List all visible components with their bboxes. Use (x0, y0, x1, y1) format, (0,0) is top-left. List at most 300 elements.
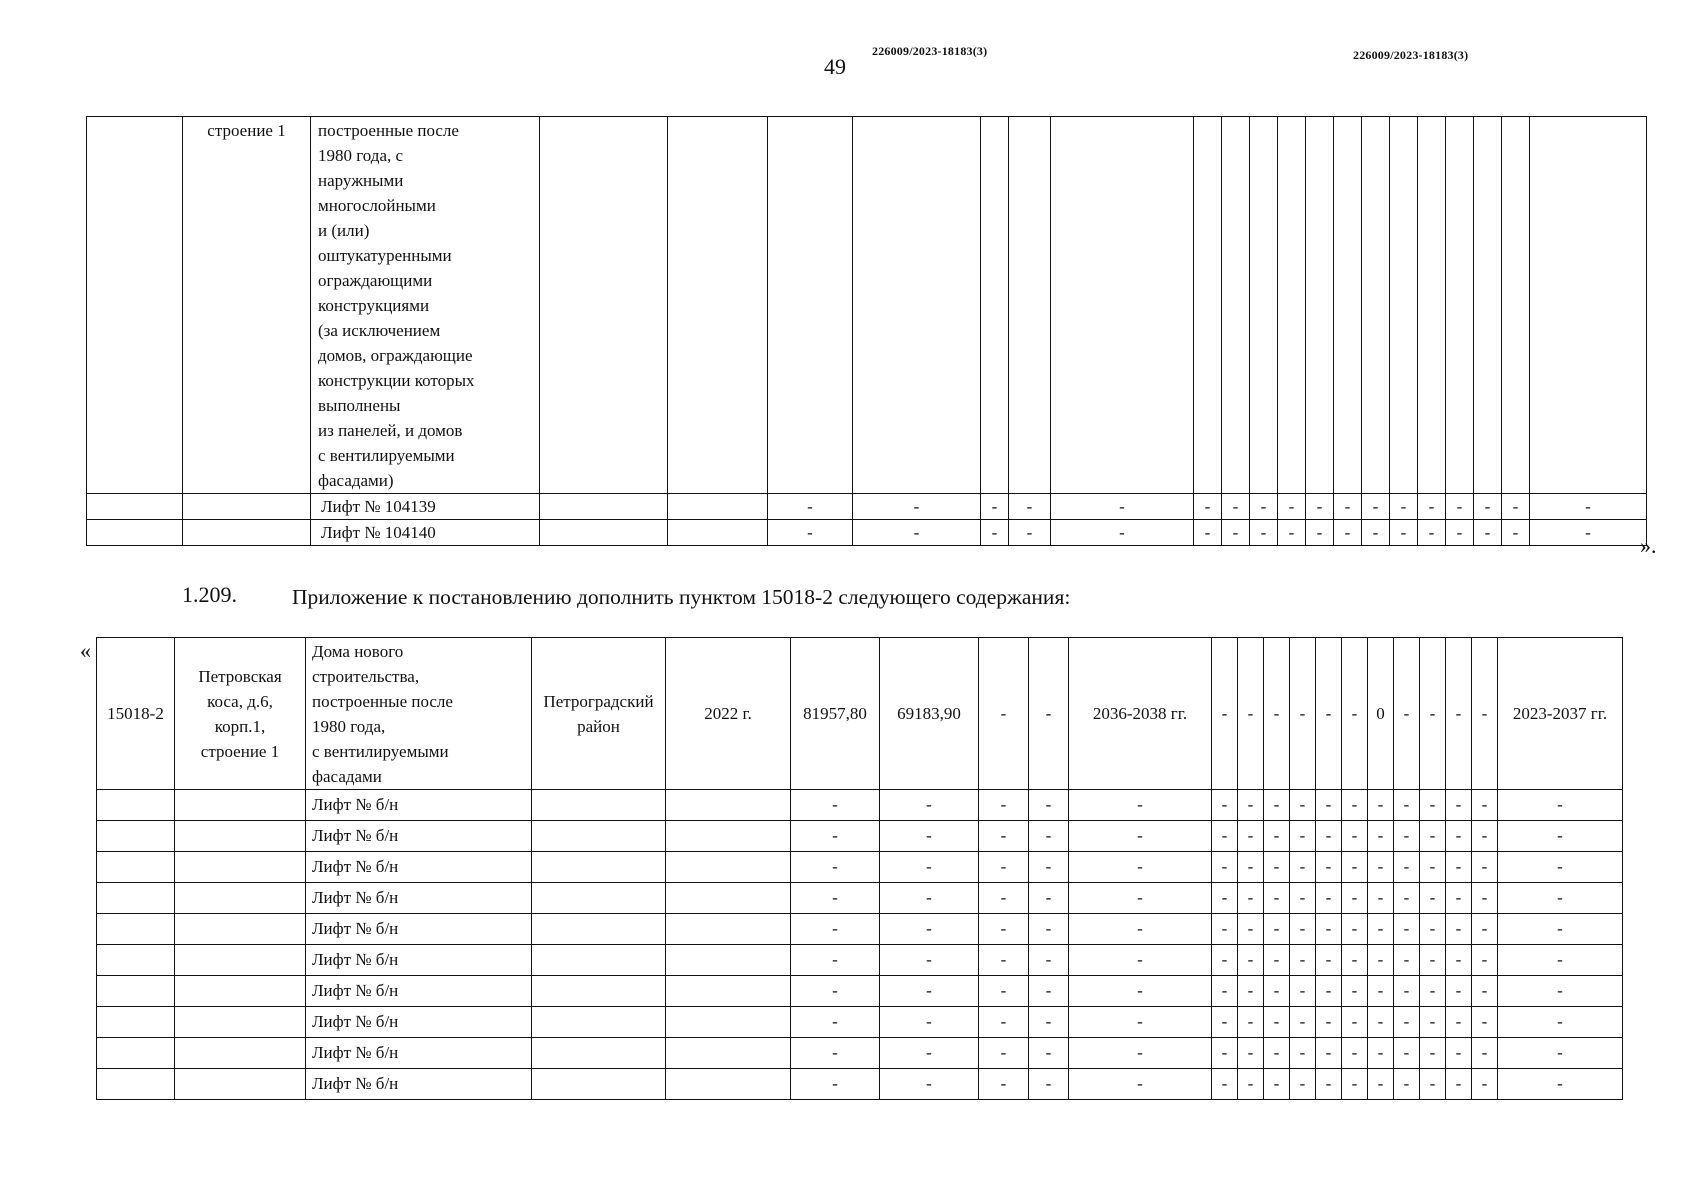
cell-dash: - (1290, 914, 1316, 945)
cell-dash: - (1238, 790, 1264, 821)
cell-dash: - (979, 852, 1029, 883)
table-row (97, 1069, 1623, 1100)
cell-dash: - (1498, 914, 1623, 945)
cell-empty (666, 852, 791, 883)
cell-dash: - (1368, 790, 1394, 821)
cell-dash: - (791, 914, 880, 945)
cell-empty (97, 1038, 175, 1069)
table-row (87, 520, 1647, 546)
cell-dash: - (1472, 1069, 1498, 1100)
cell-dash: - (1502, 494, 1530, 520)
cell-dash: - (1316, 976, 1342, 1007)
cell-dash: - (1290, 1038, 1316, 1069)
cell-dash: - (1212, 1007, 1238, 1038)
cell-dash: - (1238, 1038, 1264, 1069)
table-row (97, 821, 1623, 852)
cell-dash: - (880, 883, 979, 914)
cell-dash: - (1446, 883, 1472, 914)
cell-dash: - (1194, 520, 1222, 546)
cell-dash: - (1502, 520, 1530, 546)
cell-dash: - (1029, 1038, 1069, 1069)
cell-lift-name: Лифт № б/н (306, 790, 532, 821)
cell-dash: - (768, 520, 853, 546)
cell-dash: - (1420, 883, 1446, 914)
cell-dash: - (1368, 883, 1394, 914)
cell-dash: - (1472, 976, 1498, 1007)
cell-empty (981, 117, 1009, 494)
cell-dash: - (1474, 520, 1502, 546)
cell-dash: - (1368, 852, 1394, 883)
closing-quote: ». (1640, 533, 1657, 558)
doc-code-right: 226009/2023-18183(3) (1353, 48, 1469, 62)
cell-dash: - (1394, 821, 1420, 852)
cell-empty (87, 494, 183, 520)
cell-dash: - (1069, 1038, 1212, 1069)
cell-dash: - (1316, 883, 1342, 914)
cell-dash: - (1009, 494, 1051, 520)
cell-dash: - (880, 1038, 979, 1069)
table-row (97, 914, 1623, 945)
cell-dash: - (1394, 883, 1420, 914)
cell-dash: - (1420, 1069, 1446, 1100)
paragraph-number: 1.209. (182, 582, 237, 607)
cell-empty (97, 883, 175, 914)
cell-empty (1009, 117, 1051, 494)
cell-empty (666, 914, 791, 945)
cell-dash: - (1394, 1007, 1420, 1038)
cell-col8: - (979, 638, 1029, 790)
new-item-table (96, 637, 1623, 1100)
cell-dash: - (1264, 883, 1290, 914)
cell-dash: - (1264, 821, 1290, 852)
cell-dash: - (1394, 976, 1420, 1007)
table-row (97, 1038, 1623, 1069)
cell-empty (532, 883, 666, 914)
cell-small-9: - (1420, 638, 1446, 790)
cell-empty (853, 117, 981, 494)
cell-dash: - (1069, 883, 1212, 914)
cell-empty (87, 520, 183, 546)
cell-dash: - (1530, 494, 1647, 520)
cell-dash: - (1498, 1038, 1623, 1069)
cell-dash: - (1029, 883, 1069, 914)
cell-dash: - (1069, 1007, 1212, 1038)
table-row-main (97, 638, 1623, 790)
cell-empty (97, 852, 175, 883)
cell-empty (1334, 117, 1362, 494)
continuation-table (86, 116, 1647, 546)
cell-dash: - (1334, 520, 1362, 546)
cell-lift-name: Лифт № б/н (306, 1038, 532, 1069)
cell-dash: - (1474, 494, 1502, 520)
cell-dash: - (1212, 945, 1238, 976)
cell-dash: - (1446, 852, 1472, 883)
cell-dash: - (1264, 1038, 1290, 1069)
cell-dash: - (1342, 1038, 1368, 1069)
cell-dash: - (1390, 520, 1418, 546)
cell-empty (175, 1069, 306, 1100)
cell-empty (532, 852, 666, 883)
cell-dash: - (1446, 914, 1472, 945)
cell-dash: - (1446, 976, 1472, 1007)
cell-dash: - (981, 494, 1009, 520)
cell-dash: - (791, 821, 880, 852)
cell-dash: - (1342, 852, 1368, 883)
cell-dash: - (1342, 914, 1368, 945)
cell-dash: - (1222, 520, 1250, 546)
cell-dash: - (880, 790, 979, 821)
cell-dash: - (1212, 852, 1238, 883)
table-row-top (87, 117, 1647, 494)
cell-empty (540, 494, 668, 520)
cell-dash: - (1472, 1038, 1498, 1069)
cell-address: Петровская коса, д.6, корп.1, строение 1 (175, 638, 306, 790)
cell-dash: - (1238, 821, 1264, 852)
cell-small-8: - (1394, 638, 1420, 790)
cell-dash: - (1446, 1007, 1472, 1038)
cell-empty (1051, 117, 1194, 494)
cell-dash: - (1212, 821, 1238, 852)
cell-empty (175, 883, 306, 914)
cell-dash: - (1316, 1007, 1342, 1038)
table-row (97, 976, 1623, 1007)
cell-description: построенные после 1980 года, с наружными многослойными и (или) оштукатуренными ограждающими конструкциями (за исключением домов, ограждающие конструкции которых выполнены из панелей, и домов с вентилируемыми фасадами) (311, 117, 540, 494)
cell-dash: - (1290, 1069, 1316, 1100)
cell-dash: - (880, 821, 979, 852)
cell-dash: - (1069, 821, 1212, 852)
cell-dash: - (853, 494, 981, 520)
cell-dash: - (1362, 520, 1390, 546)
cell-empty (97, 945, 175, 976)
cell-dash: - (1394, 1038, 1420, 1069)
cell-empty (532, 976, 666, 1007)
cell-dash: - (1498, 821, 1623, 852)
cell-dash: - (1290, 790, 1316, 821)
cell-dash: - (1472, 852, 1498, 883)
cell-dash: - (880, 914, 979, 945)
cell-dash: - (1238, 976, 1264, 1007)
cell-empty (1306, 117, 1334, 494)
cell-year: 2022 г. (666, 638, 791, 790)
cell-dash: - (1264, 945, 1290, 976)
cell-lift-name: Лифт № б/н (306, 1007, 532, 1038)
cell-dash: - (1472, 1007, 1498, 1038)
cell-dash: - (1342, 976, 1368, 1007)
cell-dash: - (1446, 494, 1474, 520)
cell-dash: - (1238, 945, 1264, 976)
cell-dash: - (1316, 821, 1342, 852)
cell-dash: - (880, 1069, 979, 1100)
cell-dash: - (1029, 790, 1069, 821)
cell-empty (175, 852, 306, 883)
cell-dash: - (1069, 852, 1212, 883)
cell-empty (1446, 117, 1474, 494)
cell-dash: - (880, 1007, 979, 1038)
cell-dash: - (1316, 790, 1342, 821)
cell-dash: - (1238, 914, 1264, 945)
cell-empty (666, 821, 791, 852)
cell-dash: - (979, 821, 1029, 852)
cell-dash: - (791, 1069, 880, 1100)
cell-address: строение 1 (183, 117, 311, 494)
cell-dash: - (1264, 976, 1290, 1007)
cell-empty (768, 117, 853, 494)
cell-dash: - (1290, 852, 1316, 883)
cell-dash: - (979, 976, 1029, 1007)
cell-dash: - (1420, 790, 1446, 821)
cell-dash: - (1446, 1069, 1472, 1100)
cell-dash: - (1194, 494, 1222, 520)
cell-empty (175, 821, 306, 852)
cell-dash: - (880, 945, 979, 976)
cell-empty (666, 976, 791, 1007)
cell-dash: - (1029, 945, 1069, 976)
cell-dash: - (768, 494, 853, 520)
cell-dash: - (791, 1007, 880, 1038)
cell-item-no (87, 117, 183, 494)
cell-dash: - (1069, 914, 1212, 945)
cell-empty (540, 117, 668, 494)
cell-dash: - (791, 976, 880, 1007)
cell-dash: - (880, 976, 979, 1007)
cell-empty (666, 1038, 791, 1069)
cell-empty (1418, 117, 1446, 494)
cell-empty (668, 520, 768, 546)
cell-small-11: - (1472, 638, 1498, 790)
cell-dash: - (1446, 790, 1472, 821)
cell-dash: - (1368, 945, 1394, 976)
cell-repair-period: 2036-2038 гг. (1069, 638, 1212, 790)
cell-dash: - (979, 1069, 1029, 1100)
cell-dash: - (1472, 821, 1498, 852)
cell-empty (183, 494, 311, 520)
cell-dash: - (1368, 1069, 1394, 1100)
cell-dash: - (981, 520, 1009, 546)
cell-dash: - (1238, 1069, 1264, 1100)
cell-dash: - (1342, 790, 1368, 821)
cell-dash: - (979, 1007, 1029, 1038)
cell-dash: - (1342, 883, 1368, 914)
cell-dash: - (1394, 1069, 1420, 1100)
cell-dash: - (1278, 520, 1306, 546)
table-row (87, 494, 1647, 520)
cell-small-1: - (1212, 638, 1238, 790)
cell-dash: - (791, 883, 880, 914)
cell-empty (175, 1007, 306, 1038)
cell-dash: - (1420, 914, 1446, 945)
page-number: 49 (824, 54, 846, 79)
cell-dash: - (1446, 945, 1472, 976)
cell-small-7: 0 (1368, 638, 1394, 790)
cell-empty (666, 945, 791, 976)
cell-dash: - (1418, 494, 1446, 520)
cell-dash: - (1029, 1007, 1069, 1038)
cell-dash: - (1498, 852, 1623, 883)
cell-dash: - (1342, 1069, 1368, 1100)
cell-dash: - (1316, 945, 1342, 976)
cell-dash: - (1238, 852, 1264, 883)
cell-dash: - (1290, 883, 1316, 914)
cell-dash: - (1069, 1069, 1212, 1100)
cell-total-area: 81957,80 (791, 638, 880, 790)
cell-empty (175, 1038, 306, 1069)
cell-dash: - (1368, 1007, 1394, 1038)
cell-small-6: - (1342, 638, 1368, 790)
cell-dash: - (1472, 790, 1498, 821)
cell-empty (97, 976, 175, 1007)
cell-dash: - (1498, 976, 1623, 1007)
cell-dash: - (1420, 945, 1446, 976)
cell-empty (532, 790, 666, 821)
cell-dash: - (1222, 494, 1250, 520)
cell-empty (668, 494, 768, 520)
cell-dash: - (1069, 790, 1212, 821)
table-row (97, 852, 1623, 883)
cell-dash: - (1342, 1007, 1368, 1038)
cell-dash: - (791, 945, 880, 976)
cell-dash: - (1316, 1069, 1342, 1100)
cell-empty (183, 520, 311, 546)
cell-dash: - (1212, 976, 1238, 1007)
cell-dash: - (853, 520, 981, 546)
cell-dash: - (1264, 790, 1290, 821)
cell-empty (1362, 117, 1390, 494)
cell-empty (175, 790, 306, 821)
cell-small-2: - (1238, 638, 1264, 790)
cell-dash: - (1029, 852, 1069, 883)
cell-dash: - (1290, 976, 1316, 1007)
cell-dash: - (1420, 976, 1446, 1007)
cell-dash: - (979, 883, 1029, 914)
cell-small-3: - (1264, 638, 1290, 790)
cell-empty (540, 520, 668, 546)
cell-dash: - (1290, 1007, 1316, 1038)
cell-dash: - (1498, 1069, 1623, 1100)
cell-dash: - (979, 790, 1029, 821)
cell-dash: - (979, 914, 1029, 945)
cell-dash: - (1264, 1007, 1290, 1038)
cell-dash: - (791, 1038, 880, 1069)
cell-dash: - (1250, 520, 1278, 546)
cell-empty (666, 790, 791, 821)
cell-empty (1390, 117, 1418, 494)
cell-dash: - (1029, 1069, 1069, 1100)
cell-dash: - (1250, 494, 1278, 520)
cell-dash: - (1394, 852, 1420, 883)
paragraph-text: Приложение к постановлению дополнить пунктом 15018-2 следующего содержания: (292, 585, 1071, 609)
cell-empty (666, 883, 791, 914)
cell-living-area: 69183,90 (880, 638, 979, 790)
cell-dash: - (1368, 1038, 1394, 1069)
cell-dash: - (1316, 852, 1342, 883)
cell-empty (1502, 117, 1530, 494)
cell-empty (1250, 117, 1278, 494)
cell-empty (532, 1038, 666, 1069)
cell-empty (1278, 117, 1306, 494)
cell-dash: - (1264, 914, 1290, 945)
cell-dash: - (1342, 821, 1368, 852)
cell-empty (666, 1007, 791, 1038)
cell-dash: - (1362, 494, 1390, 520)
cell-empty (1222, 117, 1250, 494)
cell-item-no: 15018-2 (97, 638, 175, 790)
cell-lift-name: Лифт № 104140 (311, 520, 540, 546)
cell-dash: - (1212, 914, 1238, 945)
cell-dash: - (1390, 494, 1418, 520)
cell-empty (532, 821, 666, 852)
cell-empty (97, 790, 175, 821)
cell-dash: - (1418, 520, 1446, 546)
cell-dash: - (1342, 945, 1368, 976)
cell-dash: - (1334, 494, 1362, 520)
cell-lift-name: Лифт № б/н (306, 1069, 532, 1100)
cell-dash: - (1238, 883, 1264, 914)
cell-empty (97, 1069, 175, 1100)
cell-dash: - (791, 852, 880, 883)
cell-empty (532, 914, 666, 945)
cell-lift-name: Лифт № б/н (306, 821, 532, 852)
cell-empty (532, 945, 666, 976)
cell-dash: - (1069, 945, 1212, 976)
cell-dash: - (1368, 914, 1394, 945)
cell-dash: - (1212, 1038, 1238, 1069)
cell-dash: - (1290, 821, 1316, 852)
cell-dash: - (1368, 821, 1394, 852)
cell-empty (668, 117, 768, 494)
cell-empty (175, 945, 306, 976)
cell-empty (532, 1007, 666, 1038)
cell-col9: - (1029, 638, 1069, 790)
cell-empty (175, 976, 306, 1007)
cell-lift-name: Лифт № 104139 (311, 494, 540, 520)
opening-quote: « (80, 638, 91, 663)
cell-dash: - (1420, 1038, 1446, 1069)
cell-dash: - (1212, 883, 1238, 914)
cell-dash: - (1069, 976, 1212, 1007)
cell-lift-name: Лифт № б/н (306, 883, 532, 914)
cell-dash: - (1051, 494, 1194, 520)
cell-dash: - (1530, 520, 1647, 546)
cell-last-period: 2023-2037 гг. (1498, 638, 1623, 790)
cell-dash: - (1029, 821, 1069, 852)
cell-dash: - (1212, 1069, 1238, 1100)
cell-empty (1474, 117, 1502, 494)
cell-small-10: - (1446, 638, 1472, 790)
cell-lift-name: Лифт № б/н (306, 976, 532, 1007)
cell-dash: - (979, 1038, 1029, 1069)
table-row (97, 1007, 1623, 1038)
cell-district: Петроградский район (532, 638, 666, 790)
table-row (97, 883, 1623, 914)
cell-empty (97, 821, 175, 852)
cell-dash: - (1316, 914, 1342, 945)
cell-dash: - (1264, 852, 1290, 883)
cell-dash: - (1446, 821, 1472, 852)
cell-small-5: - (1316, 638, 1342, 790)
cell-dash: - (1051, 520, 1194, 546)
cell-dash: - (979, 945, 1029, 976)
cell-dash: - (1446, 1038, 1472, 1069)
cell-dash: - (1306, 494, 1334, 520)
cell-dash: - (1009, 520, 1051, 546)
table-row (97, 790, 1623, 821)
cell-lift-name: Лифт № б/н (306, 914, 532, 945)
cell-dash: - (1420, 852, 1446, 883)
doc-code-left: 226009/2023-18183(3) (872, 44, 988, 58)
cell-dash: - (1368, 976, 1394, 1007)
cell-lift-name: Лифт № б/н (306, 945, 532, 976)
cell-dash: - (1498, 790, 1623, 821)
